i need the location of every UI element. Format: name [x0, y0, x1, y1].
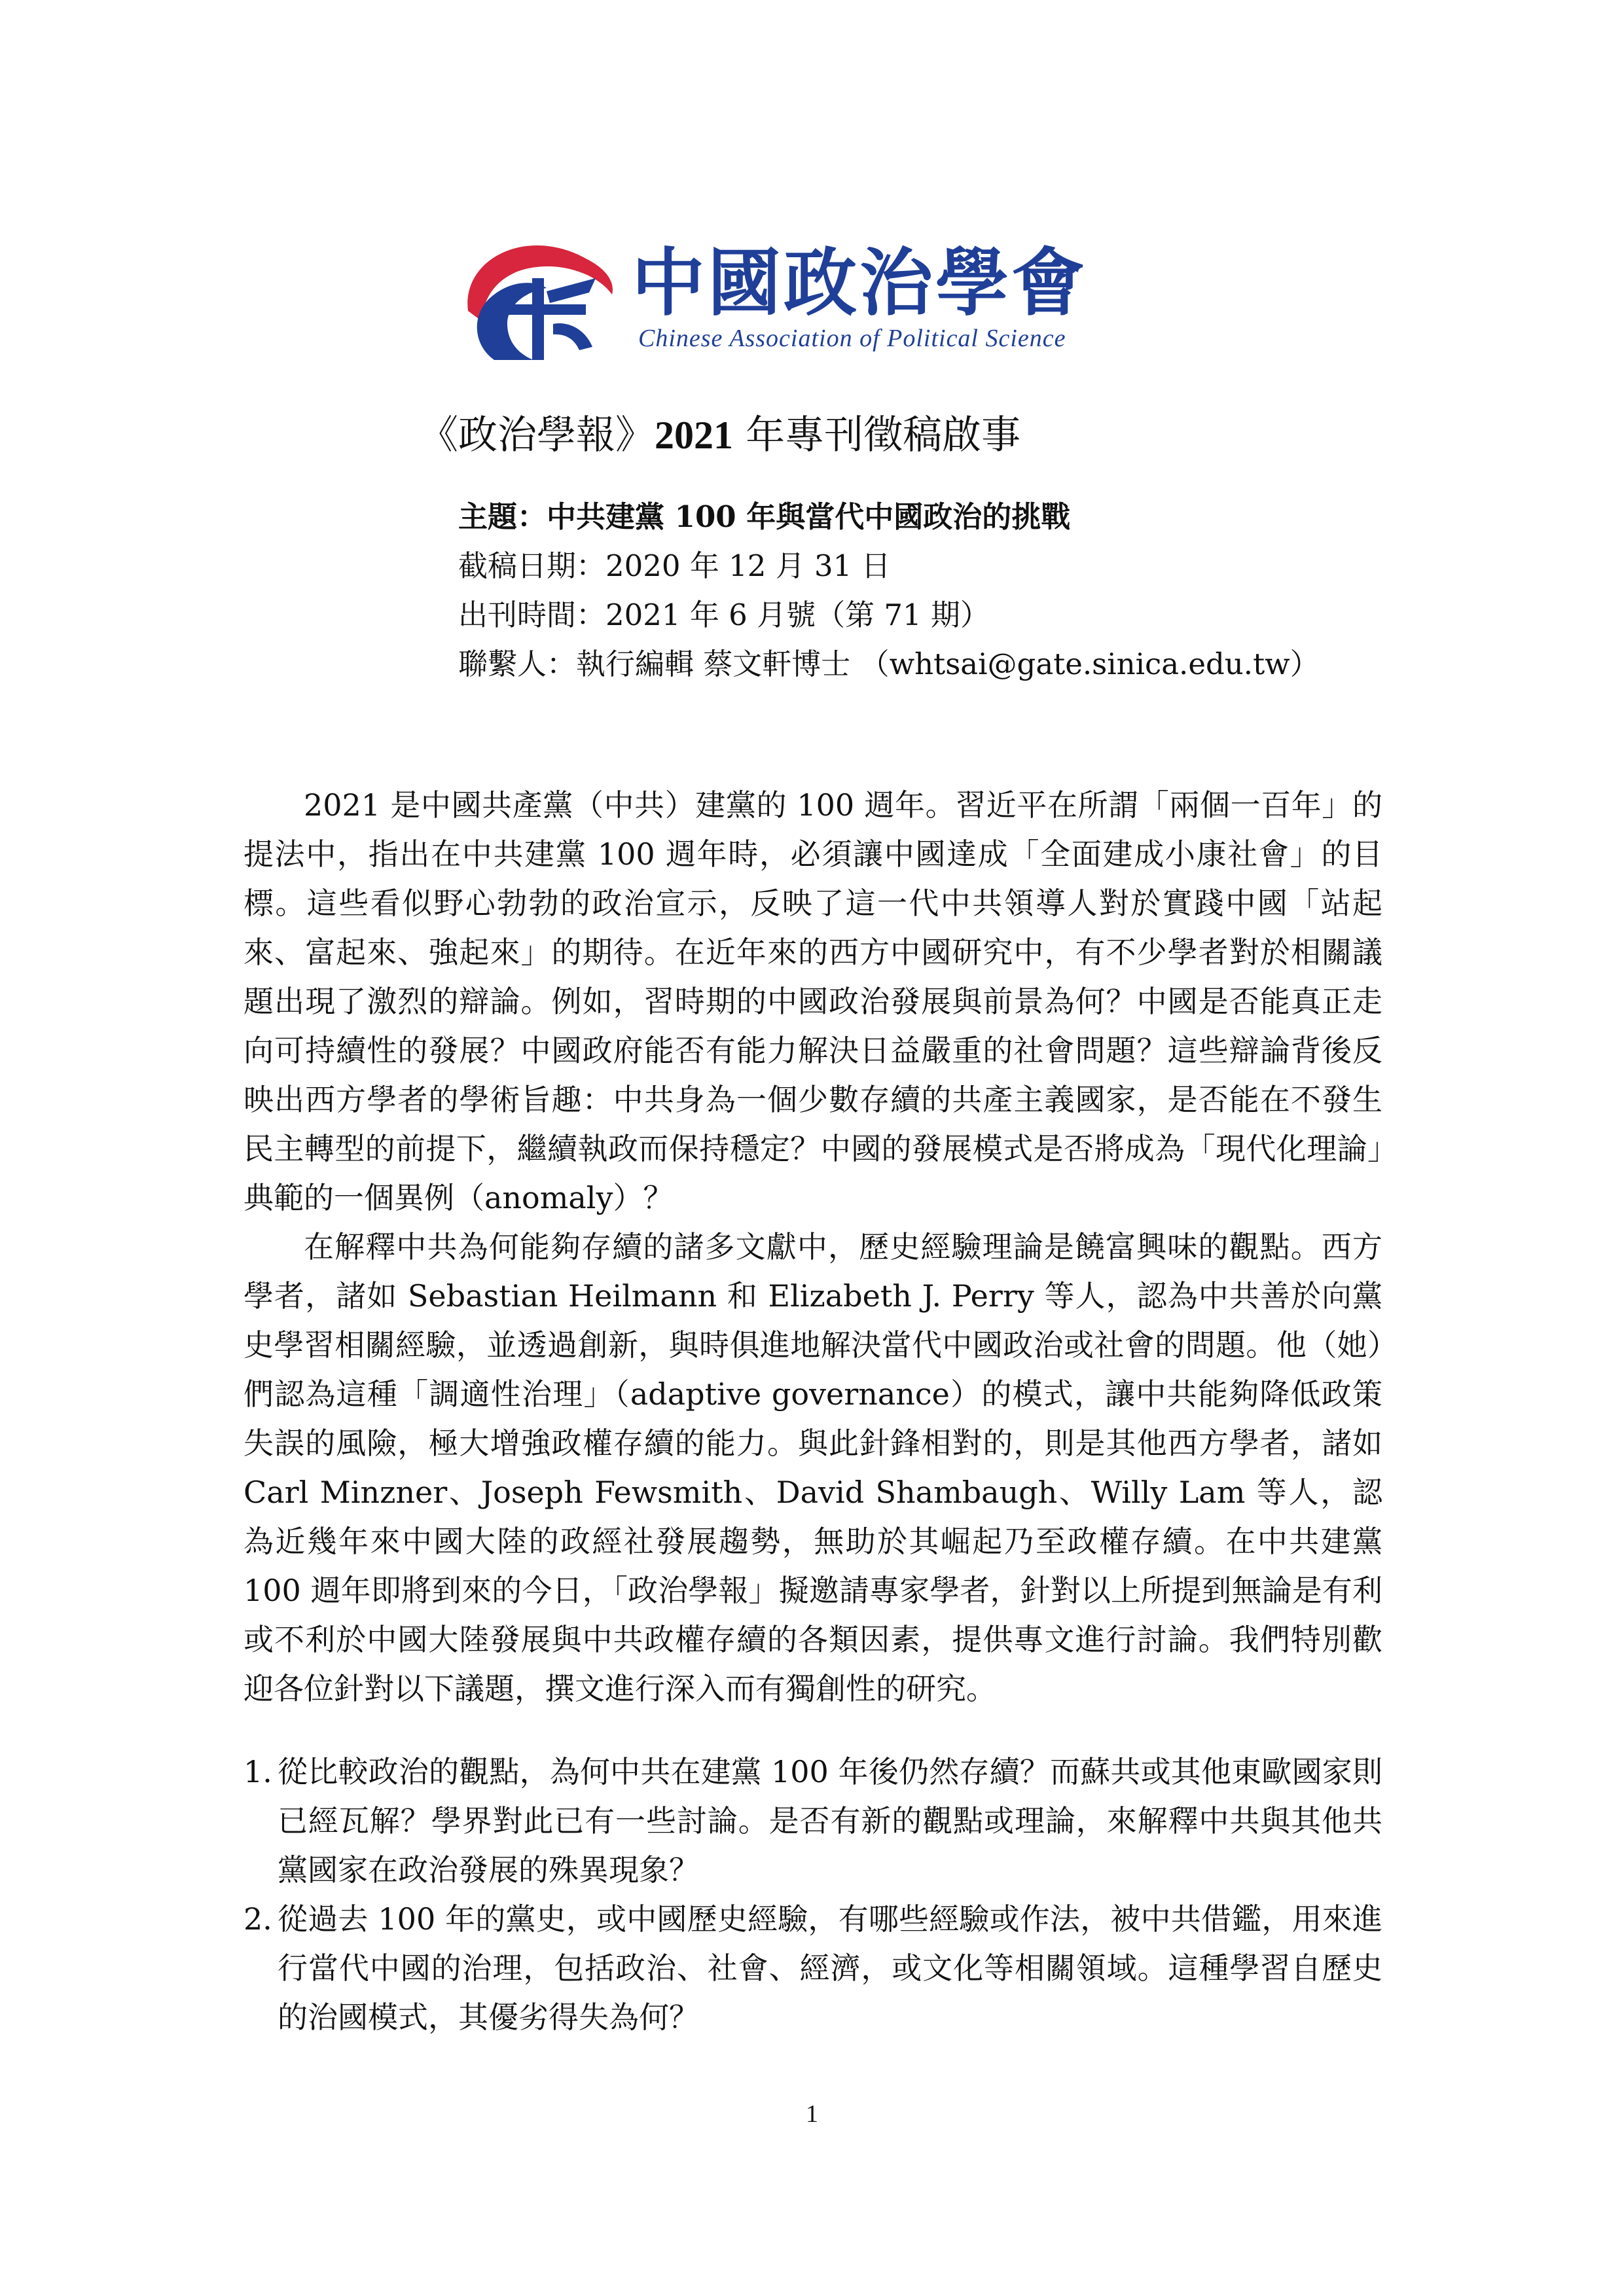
list-item [244, 1748, 1382, 1895]
association-logo [455, 232, 1142, 370]
document-title [419, 406, 1020, 465]
topic-list [244, 1748, 1382, 2042]
list-item-number: 2. [244, 1901, 272, 1937]
title-prefix: 《政治學報》 [419, 412, 655, 458]
call-details [458, 492, 1320, 689]
paragraph: 在解釋中共為何能夠存續的諸多文獻中，歷史經驗理論是饒富興味的觀點。西方學者，諸如 Sebastian Heilmann 和 Elizabeth J. Perry 等人，認為中共善於向黨史學習相關經驗，並透過創新，與時俱進地解決當代中國政治或社會的問題。他（她）們認為這種「調適性治理」（adaptive governance）的模式，讓中共能夠降低政策失誤的風險，極大增強政權存續的能力。與此針鋒相對的，則是其他西方學者，諸如 Carl Minzner、Joseph Fewsmith、David Shambaugh、Willy Lam 等人，認為近幾年來中國大陸的政經社發展趨勢，無助於其崛起乃至政權存續。在中共建黨 100 週年即將到來的今日，「政治學報」擬邀請專家學者，針對以上所提到無論是有利或不利於中國大陸發展與中共政權存續的各類因素，提供專文進行討論。我們特別歡迎各位針對以下議題，撰文進行深入而有獨創性的研究。 [244, 1229, 1382, 1706]
list-item-text: 從過去 100 年的黨史，或中國歷史經驗，有哪些經驗或作法，被中共借鑑，用來進行當代中國的治理，包括政治、社會、經濟，或文化等相關領域。這種學習自歷史的治國模式，其優劣得失為何？ [278, 1901, 1382, 2035]
list-item-number: 1. [244, 1754, 272, 1789]
logo-emblem-icon [455, 232, 619, 370]
logo-english-name: Chinese Association of Political Science [638, 325, 1066, 352]
page-number: 1 [806, 2100, 818, 2128]
contact-line: 聯繫人：執行編輯 蔡文軒博士 （whtsai@gate.sinica.edu.tw） [458, 647, 1320, 681]
paragraph: 2021 是中國共產黨（中共）建黨的 100 週年。習近平在所謂「兩個一百年」的提法中，指出在中共建黨 100 週年時，必須讓中國達成「全面建成小康社會」的目標。這些看似野心勃勃的政治宣示，反映了這一代中共領導人對於實踐中國「站起來、富起來、強起來」的期待。在近年來的西方中國研究中，有不少學者對於相關議題出現了激烈的辯論。例如，習時期的中國政治發展與前景為何？中國是否能真正走向可持續性的發展？中國政府能否有能力解決日益嚴重的社會問題？這些辯論背後反映出西方學者的學術旨趣：中共身為一個少數存續的共產主義國家，是否能在不發生民主轉型的前提下，繼續執政而保持穩定？中國的發展模式是否將成為「現代化理論」典範的一個異例（anomaly）？ [244, 787, 1382, 1215]
list-item [244, 1895, 1382, 2042]
deadline-line: 截稿日期：2020 年 12 月 31 日 [458, 548, 891, 583]
topic-line: 主題：中共建黨 100 年與當代中國政治的挑戰 [458, 499, 1071, 534]
publish-line: 出刊時間：2021 年 6 月號（第 71 期） [458, 598, 990, 632]
title-suffix: 年專刊徵稿啟事 [733, 412, 1021, 458]
list-item-text: 從比較政治的觀點，為何中共在建黨 100 年後仍然存續？而蘇共或其他東歐國家則已經瓦解？學界對此已有一些討論。是否有新的觀點或理論，來解釋中共與其他共黨國家在政治發展的殊異現象？ [278, 1754, 1382, 1888]
body-text [244, 781, 1382, 1713]
logo-chinese-name: 中國政治學會 [632, 240, 1087, 326]
title-year: 2021 [655, 414, 733, 457]
